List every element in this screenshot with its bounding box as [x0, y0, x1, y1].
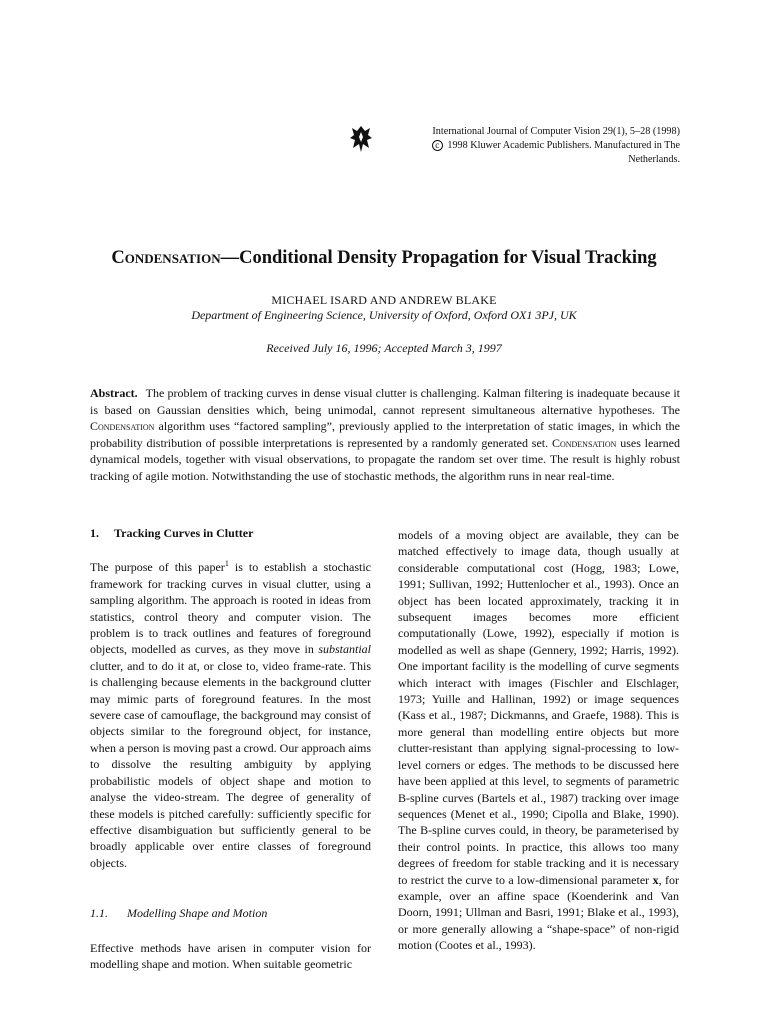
- journal-line: International Journal of Computer Vision 29(1), 5–28 (1998): [432, 126, 680, 137]
- subsection-heading: [90, 905, 371, 921]
- affiliation: Department of Engineering Science, University of Oxford, Oxford OX1 3PJ, UK: [191, 308, 577, 322]
- abstract: [90, 385, 680, 484]
- right-text-2: , for example, over an affine space (Koenderink and Van Doorn, 1991; Ullman and Basri, 1991; Blake et al., 1993), or more generally allowing a “shape-space” of non-rigid motion (Cootes et al., 1993).: [398, 872, 679, 953]
- abstract-text-2: algorithm uses “factored sampling”, previously applied to the interpretation of static images, in which the probability distribution of possible interpretations is represented by a randomly generated set.: [90, 419, 680, 450]
- section-paragraph: [90, 559, 371, 871]
- paper-title: [0, 248, 768, 269]
- journal-citation: [378, 125, 680, 167]
- right-bold-symbol: x: [652, 872, 659, 887]
- left-column: [90, 525, 371, 972]
- copyright-text: 1998 Kluwer Academic Publishers. Manufactured in The Netherlands.: [447, 140, 680, 165]
- paragraph-text-1: The purpose of this paper: [90, 560, 225, 575]
- title-rest: —Conditional Density Propagation for Visual Tracking: [220, 248, 657, 268]
- section-title: Tracking Curves in Clutter: [114, 526, 254, 540]
- paragraph-italic: substantial: [318, 642, 371, 657]
- abstract-label: Abstract.: [90, 386, 138, 400]
- abstract-smallcaps-1: Condensation: [90, 419, 155, 433]
- section-number: 1.: [90, 526, 99, 540]
- received-date: Received July 16, 1996; Accepted March 3, 1997: [266, 341, 502, 355]
- footnote-marker: 1: [224, 559, 229, 569]
- kluwer-logo-icon: [350, 124, 372, 154]
- paragraph-text-2: is to establish a stochastic framework for tracking curves in visual clutter, using a sampling algorithm. The approach is rooted in ideas from statistics, control theory and computer vision. The problem is to track outlines and features of foreground objects, modelled as curves, as they move in: [90, 560, 371, 657]
- subsection-paragraph-left: Effective methods have arisen in computer vision for modelling shape and motion. When suitable geometric: [90, 940, 371, 971]
- authors: MICHAEL ISARD AND ANDREW BLAKE: [271, 293, 497, 307]
- journal-header: [350, 125, 680, 167]
- abstract-smallcaps-2: Condensation: [551, 435, 617, 450]
- right-column: [398, 527, 679, 954]
- subsection-paragraph-right: [398, 527, 679, 954]
- title-lead: Condensation: [111, 248, 221, 268]
- abstract-text-3: uses learned dynamical models, together with visual observations, to propagate the random set over time. The result is highly robust tracking of agile motion. Notwithstanding the use of stochastic methods, the algorithm runs in near real-time.: [90, 435, 680, 483]
- subsection-number: 1.1.: [90, 906, 108, 921]
- abstract-text-1: The problem of tracking curves in dense visual clutter is challenging. Kalman filtering is inadequate because it is based on Gaussian densities which, being unimodal, cannot represent simultaneous alternative hypotheses. The: [90, 386, 680, 417]
- right-text-1: models of a moving object are available, they can be matched effectively to image data, though usually at considerable computational cost (Hogg, 1983; Lowe, 1991; Sullivan, 1992; Huttenlocher et al., 1993). Once an object has been located approximately, tracking it in subsequent images becomes more efficient computationally (Lowe, 1992), especially if motion is modelled as well as shape (Gennery, 1992; Harris, 1992). One important facility is the modelling of curve segments which interact with images (Fischler and Elschlager, 1973; Yuille and Hallinan, 1992) or image sequences (Kass et al., 1987; Dickmanns, and Graefe, 1988). This is more general than modelling entire objects but more clutter-resistant than applying signal-processing to low-level corners or edges. The methods to be discussed here have been applied at this level, to segments of parametric B-spline curves (Bartels et al., 1987) tracking over image sequences (Menet et al., 1990; Cipolla and Blake, 1990). The B-spline curves could, in theory, be parameterised by their control points. In practice, this allows too many degrees of freedom for stable tracking and it is necessary to restrict the curve to a low-dimensional parameter: [398, 528, 679, 887]
- paragraph-text-3: clutter, and to do it at, or close to, video frame-rate. This is challenging because elements in the background clutter may mimic parts of foreground features. In the most severe case of camouflage, the background may consist of objects similar to the foreground object, for instance, when a person is moving past a crowd. Our approach aims to dissolve the resulting ambiguity by applying probabilistic models of object shape and motion to analyse the video-stream. The degree of generality of these models is pitched carefully: sufficiently specific for effective disambiguation but sufficiently general to be broadly applicable over entire classes of foreground objects.: [90, 658, 371, 870]
- subsection-title: Modelling Shape and Motion: [127, 906, 268, 921]
- copyright-symbol: c: [432, 140, 443, 151]
- section-heading: [90, 525, 371, 541]
- copyright-line: [378, 139, 680, 167]
